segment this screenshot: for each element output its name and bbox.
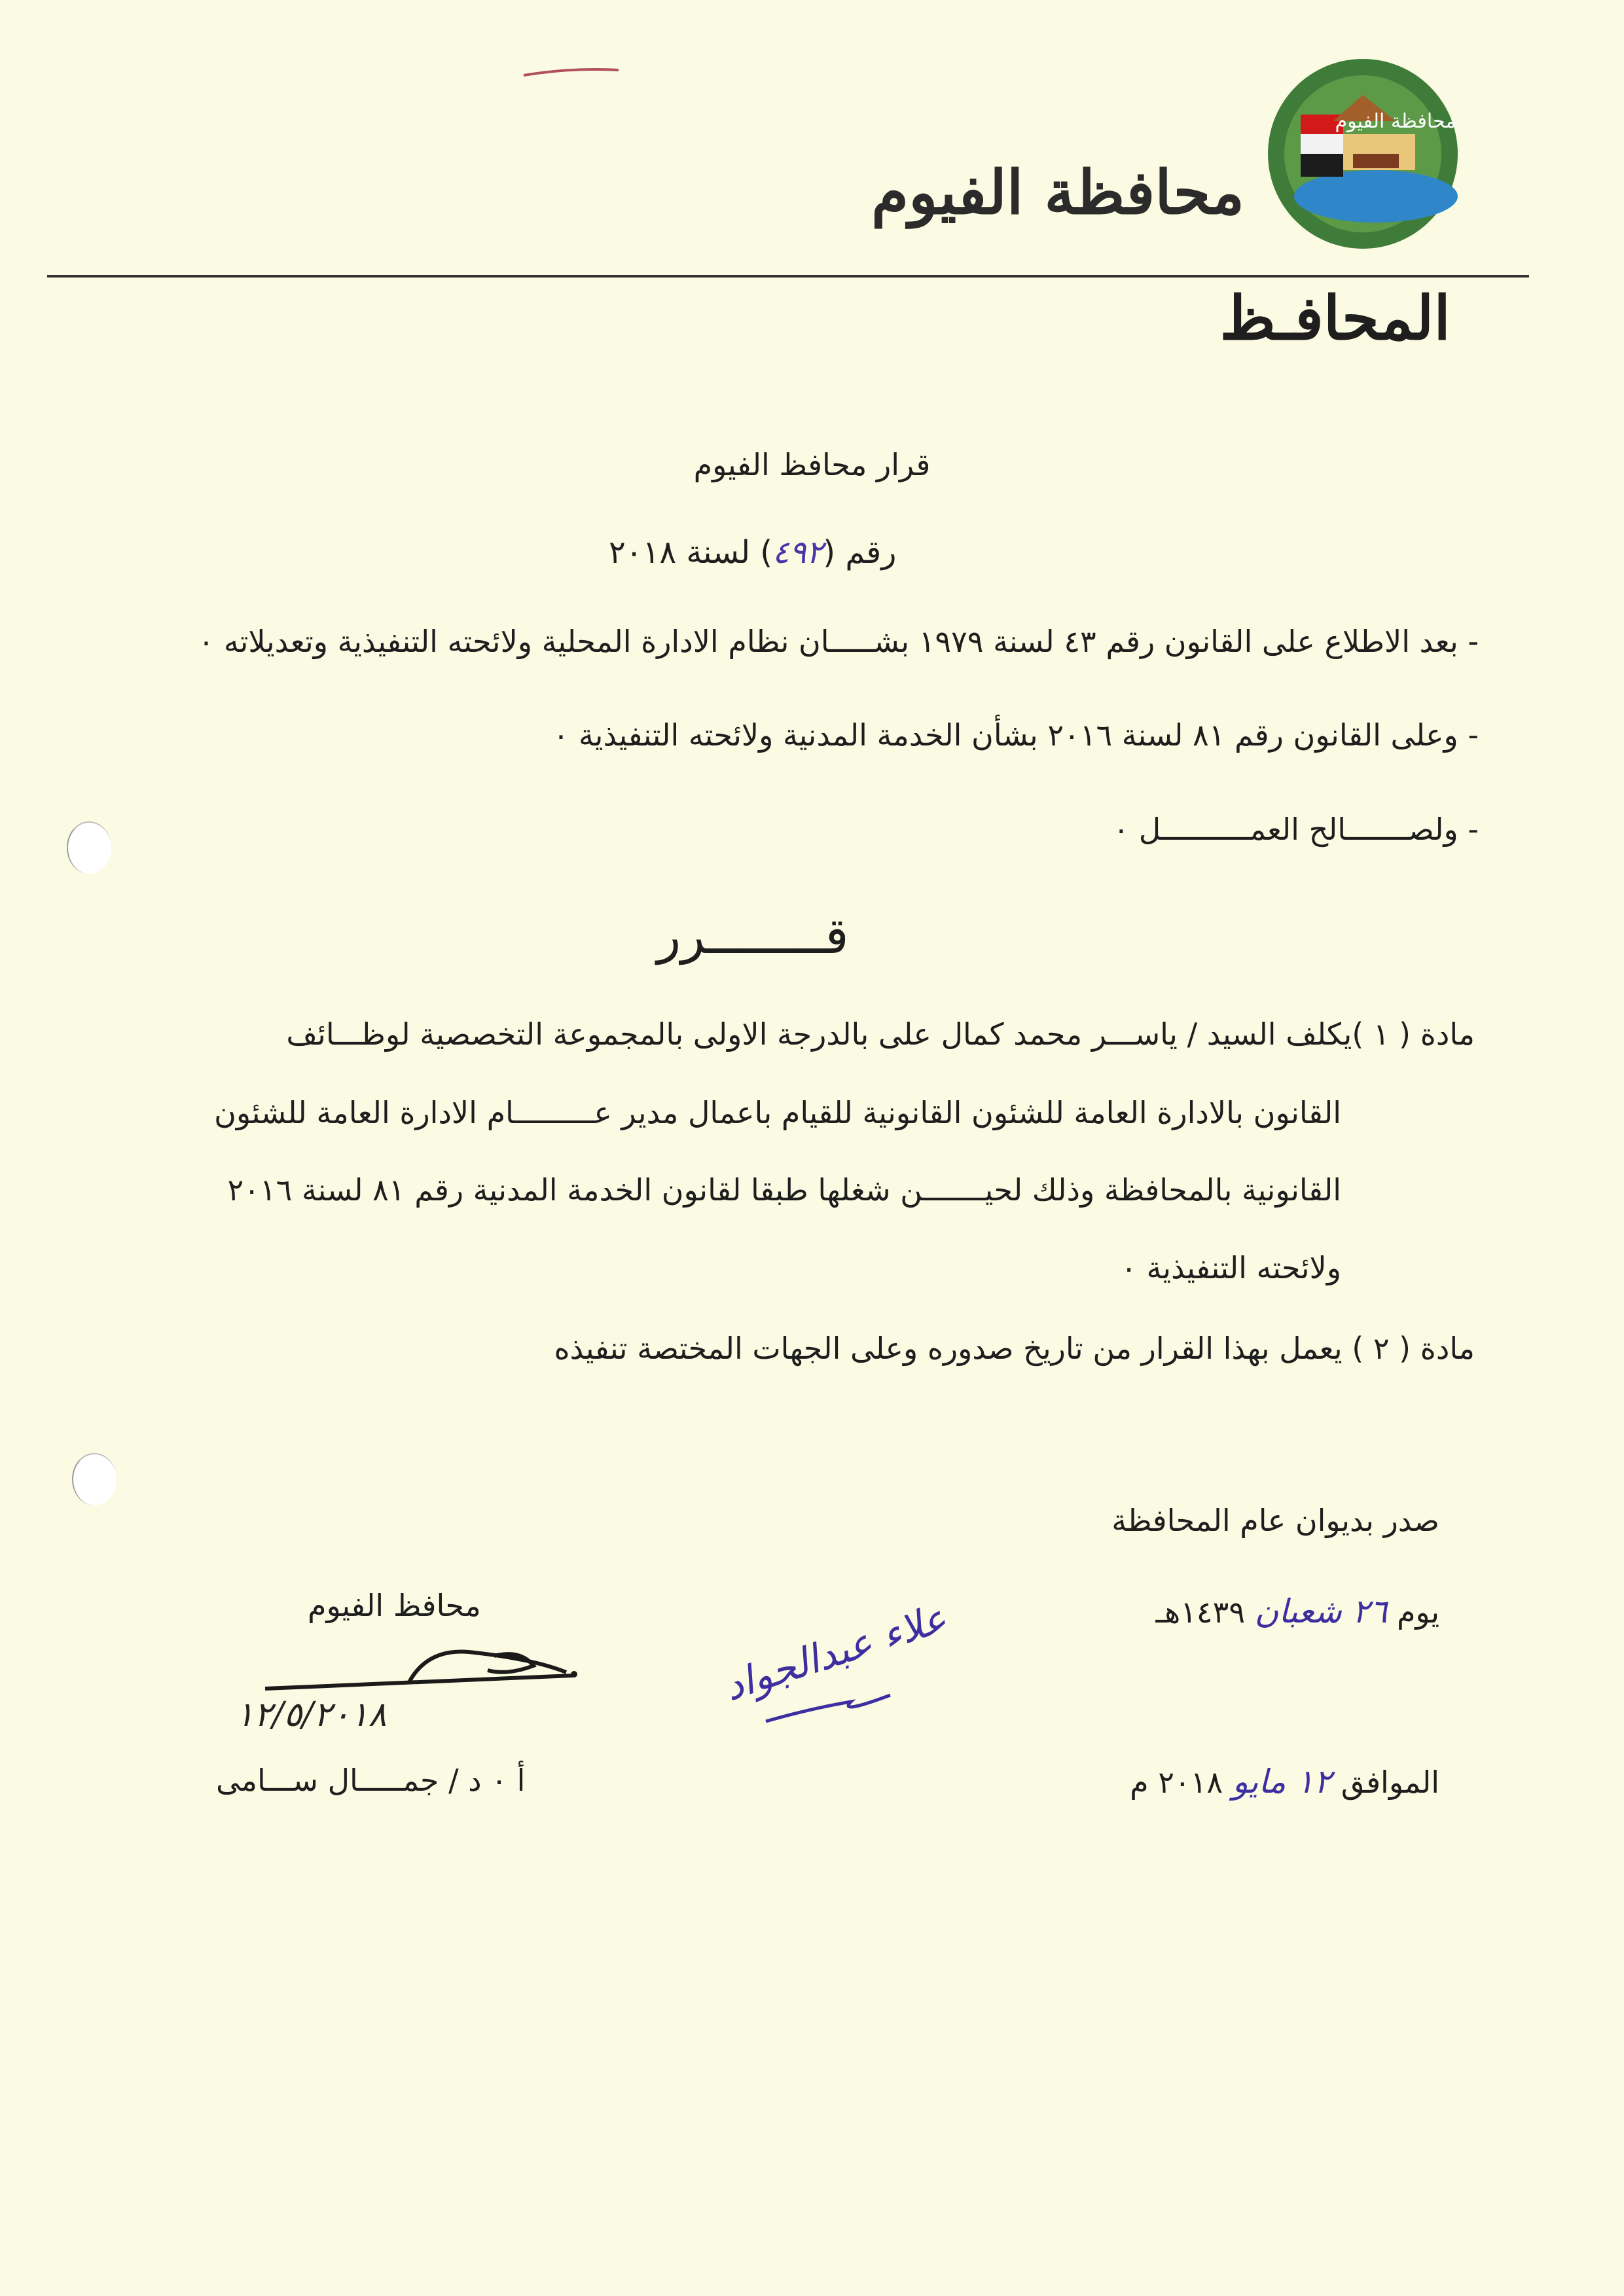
article-2: مادة ( ٢ ) يعمل بهذا القرار من تاريخ صدوره وعلى الجهات المختصة تنفيذه <box>554 1331 1475 1366</box>
decision-title: قرار محافظ الفيوم <box>693 447 931 482</box>
office-title: المحافـظ <box>1219 283 1451 353</box>
header-divider <box>47 275 1529 278</box>
gregorian-handwritten: ١٢ مايو <box>1232 1763 1332 1801</box>
signature-date: ١٢/٥/٢٠١٨ <box>236 1695 387 1734</box>
decision-number-prefix: رقم ( <box>823 534 897 571</box>
article-1-line: ولائحته التنفيذية ٠ <box>1121 1250 1341 1285</box>
decided-heading: قــــــــرر <box>657 906 849 965</box>
punch-hole <box>72 1453 117 1505</box>
gregorian-year: ٢٠١٨ م <box>1130 1765 1223 1800</box>
logo-text: محافظة الفيوم <box>1335 110 1456 133</box>
issued-at: صدر بديوان عام المحافظة <box>1111 1503 1439 1538</box>
preamble-item: - وعلى القانون رقم ٨١ لسنة ٢٠١٦ بشأن الخدمة المدنية ولائحته التنفيذية ٠ <box>552 717 1479 753</box>
hijri-date <box>1155 1594 1439 1630</box>
punch-hole <box>67 821 111 874</box>
day-label: يوم <box>1396 1594 1439 1630</box>
signatory-name: أ ٠ د / جمـــــال ســـامى <box>216 1763 526 1798</box>
decision-number-handwritten: ٤٩٢ <box>772 534 823 571</box>
preamble-item: - بعد الاطلاع على القانون رقم ٤٣ لسنة ١٩٧٩ بشـــــان نظام الادارة المحلية ولائحته التنفيذية وتعديلاته ٠ <box>198 624 1479 659</box>
handwritten-initials: علاء عبدالجواد <box>718 1595 952 1710</box>
preamble-item: - ولصـــــــالح العمــــــــــل ٠ <box>1113 812 1479 847</box>
pen-mark <box>520 62 625 82</box>
decision-number-suffix: ) لسنة ٢٠١٨ <box>609 534 773 571</box>
hijri-handwritten: ٢٦ شعبان <box>1254 1592 1388 1630</box>
gregorian-date <box>1130 1764 1439 1800</box>
decision-number <box>609 535 896 570</box>
article-1-line: القانونية بالمحافظة وذلك لحيـــــــن شغلها طبقا لقانون الخدمة المدنية رقم ٨١ لسنة ٢٠١٦ <box>227 1172 1341 1208</box>
article-1-line: مادة ( ١ )يكلف السيد / ياســـر محمد كمال على بالدرجة الاولى بالمجموعة التخصصية لوظـــائف <box>286 1016 1475 1052</box>
signatory-title: محافظ الفيوم <box>308 1588 481 1623</box>
hijri-year: ١٤٣٩هـ <box>1155 1594 1246 1630</box>
governorate-logo <box>1265 56 1461 252</box>
article-1-line: القانون بالادارة العامة للشئون القانونية للقيام باعمال مدير عـــــــــام الادارة العامة للشئون <box>214 1095 1341 1130</box>
gregorian-label: الموافق <box>1341 1765 1439 1800</box>
initials-scribble <box>759 1682 903 1734</box>
governorate-name: محافظة الفيوم <box>871 157 1244 228</box>
